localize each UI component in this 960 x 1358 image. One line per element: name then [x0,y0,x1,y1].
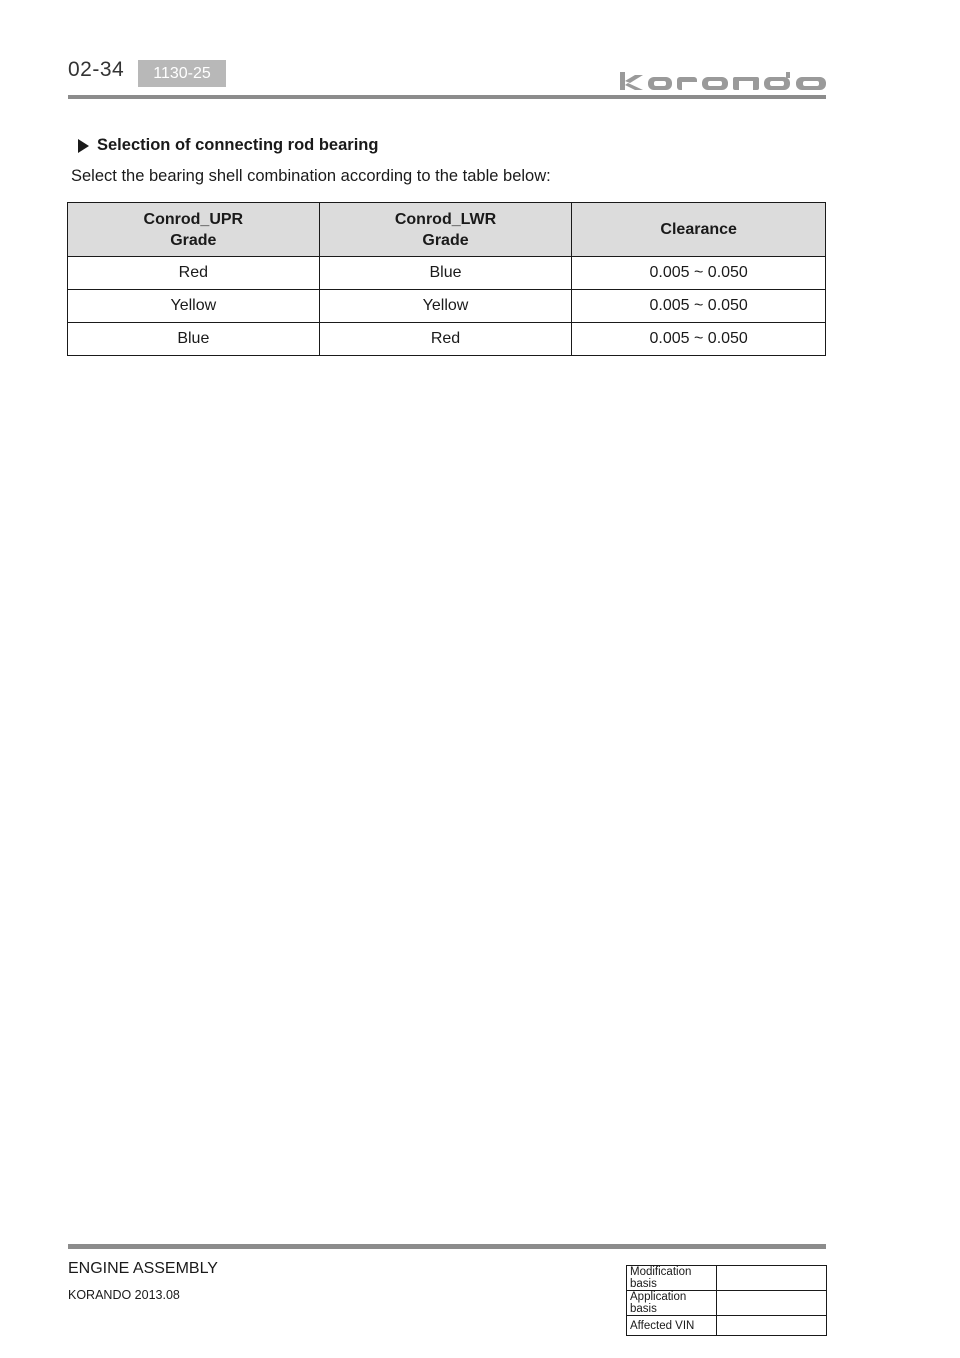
footer-rule [68,1244,826,1249]
basis-label: Modification basis [627,1266,717,1291]
korando-logo [620,72,828,92]
table-cell: 0.005 ~ 0.050 [572,290,826,323]
header-conrod-upr: Conrod_UPR Grade [68,203,320,257]
basis-row [627,1316,827,1336]
basis-value [717,1266,827,1291]
table-row [68,290,826,323]
basis-row [627,1266,827,1291]
header-conrod-lwr: Conrod_LWR Grade [319,203,572,257]
basis-value [717,1316,827,1336]
page-number: 02-34 [68,58,125,81]
header-rule [68,95,826,99]
bearing-selection-table [67,202,826,356]
table-row [68,323,826,356]
table-cell: Yellow [68,290,320,323]
table-cell: 0.005 ~ 0.050 [572,257,826,290]
footer-title: ENGINE ASSEMBLY [68,1260,218,1277]
table-row [68,257,826,290]
table-header-row [68,203,826,257]
section-heading [78,136,378,155]
section-code-badge: 1130-25 [138,60,226,87]
table-cell: Red [319,323,572,356]
basis-row [627,1291,827,1316]
basis-value [717,1291,827,1316]
table-cell: 0.005 ~ 0.050 [572,323,826,356]
basis-label: Affected VIN [627,1316,717,1336]
basis-label: Application basis [627,1291,717,1316]
section-heading-text: Selection of connecting rod bearing [97,136,379,154]
triangle-bullet-icon [78,139,89,153]
table-cell: Blue [68,323,320,356]
table-cell: Yellow [319,290,572,323]
table-cell: Red [68,257,320,290]
table-cell: Blue [319,257,572,290]
header-clearance: Clearance [572,203,826,257]
footer-subtitle: KORANDO 2013.08 [68,1288,180,1302]
intro-text: Select the bearing shell combination according to the table below: [71,167,551,185]
basis-table [626,1265,827,1336]
